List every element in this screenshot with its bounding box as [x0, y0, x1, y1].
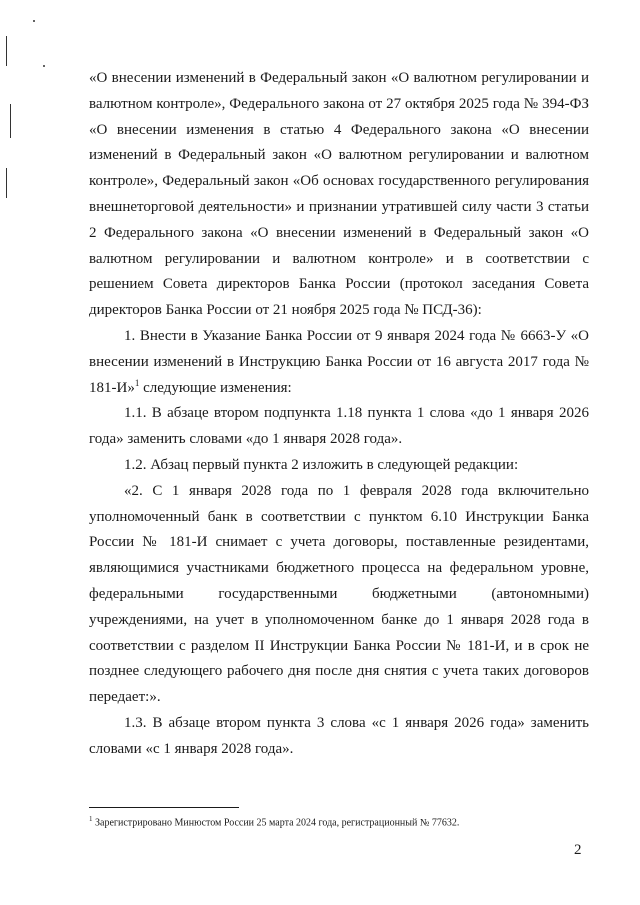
document-body — [89, 66, 589, 763]
footnote-reference[interactable]: 1 — [134, 377, 140, 388]
scan-edge-mark — [6, 168, 7, 198]
paragraph-item-1 — [89, 324, 589, 401]
paragraph-item-1-2: 1.2. Абзац первый пункта 2 изложить в следующей редакции: — [124, 456, 519, 473]
paragraph-item-1-3: 1.3. В абзаце втором пункта 3 слова «с 1 января 2026 года» заменить словами «с 1 января 2028 года». — [89, 714, 589, 757]
page-number: 2 — [574, 842, 582, 858]
footnote-marker: 1 — [89, 815, 93, 823]
footnote — [89, 813, 589, 829]
paragraph-item-1-tail: следующие изменения: — [139, 379, 292, 396]
footnote-text: Зарегистрировано Минюстом России 25 марта 2024 года, регистрационный № 77632. — [92, 817, 460, 829]
footnote-divider — [89, 807, 239, 808]
scan-dust-dot — [43, 65, 45, 67]
scan-edge-mark — [6, 36, 7, 66]
scan-edge-mark — [10, 104, 11, 138]
paragraph-quoted-item-2: «2. С 1 января 2028 года по 1 февраля 2028 года включительно уполномоченный банк в соответствии с пунктом 6.10 Инструкции Банка России № 181-И снимает с учета договоры, поставленные резидентами, являющимися участниками бюджетного процесса на федеральном уровне, федеральными государственными бюджетными (автономными) учреждениями, на учет в уполномоченном банке до 1 января 2028 года в соответствии с разделом II Инструкции Банка России № 181-И, и в срок не позднее следующего рабочего дня после дня снятия с учета таких договоров передает:». — [89, 482, 589, 706]
paragraph-preamble: «О внесении изменений в Федеральный закон «О валютном регулировании и валютном контроле», Федерального закона от 27 октября 2025 года № 394-ФЗ «О внесении изменения в статью 4 Федерального закона «О внесении изменений в Федеральный закон «О валютном регулировании и валютном контроле», Федеральный закон «Об основах государственного регулирования внешнеторговой деятельности» и признании утратившей силу части 3 статьи 2 Федерального закона «О внесении изменений в Федеральный закон «О валютном регулировании и валютном контроле» и в соответствии с решением Совета директоров Банка России (протокол заседания Совета директоров Банка России от 21 ноября 2025 года № ПСД-36): — [89, 70, 589, 319]
paragraph-item-1-text: 1. Внести в Указание Банка России от 9 января 2024 года № 6663-У «О внесении изменений в Инструкцию Банка России от 16 августа 2017 года № 181-И» — [89, 327, 589, 396]
scan-dust-dot — [33, 20, 35, 22]
paragraph-item-1-1: 1.1. В абзаце втором подпункта 1.18 пункта 1 слова «до 1 января 2026 года» заменить словами «до 1 января 2028 года». — [89, 405, 589, 448]
